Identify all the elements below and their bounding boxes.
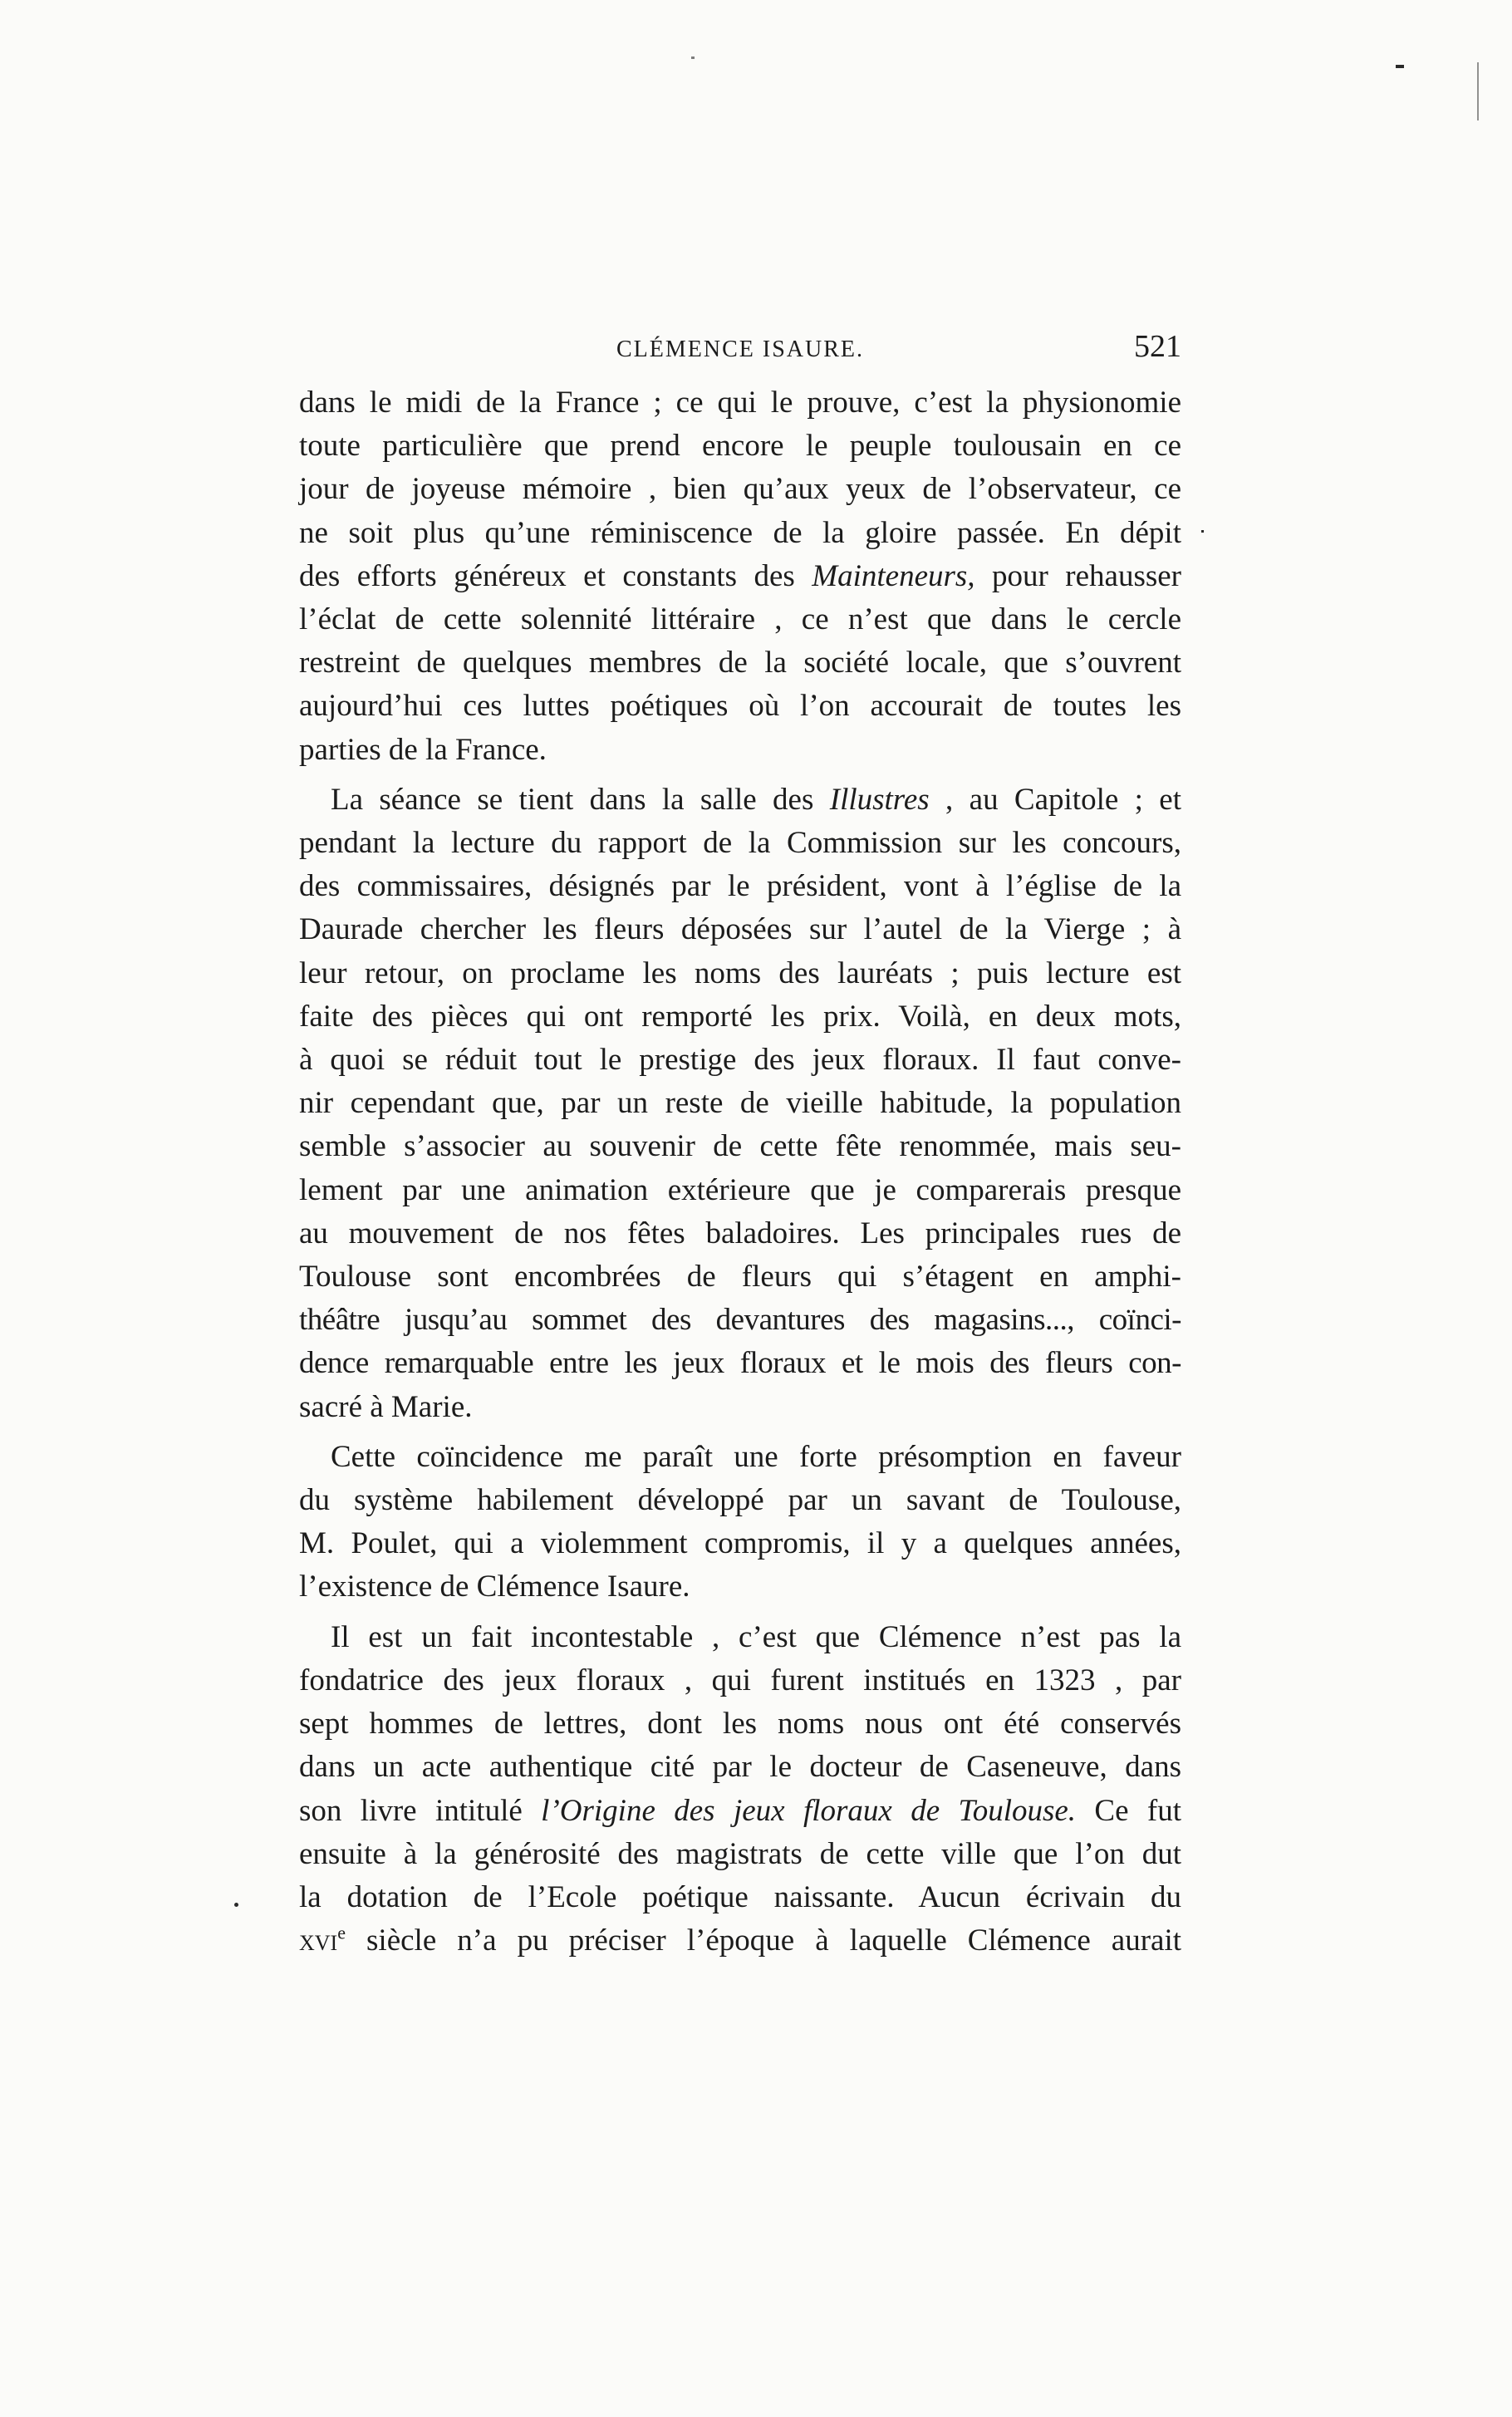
text-line: l’existence de Clémence Isaure.: [299, 1570, 690, 1604]
text-line: nir cependant que, par un reste de vieille habitude, la population: [299, 1086, 1181, 1121]
text-line: ensuite à la générosité des magistrats de cette ville que l’on dut: [299, 1836, 1181, 1871]
text-line: [299, 555, 1181, 598]
text-line: [299, 779, 1181, 822]
text-segment: La séance se tient dans la salle des: [331, 782, 830, 817]
text-segment: pour rehausser: [974, 558, 1182, 593]
text-line: dence remarquable entre les jeux floraux et le mois des fleurs con-: [299, 1346, 1181, 1381]
text-line: Toulouse sont encombrées de fleurs qui s’étagent en amphi-: [299, 1260, 1181, 1294]
text-line: ne soit plus qu’une réminiscence de la gloire passée. En dépit: [299, 515, 1181, 550]
scan-speck: [1396, 65, 1404, 68]
text-line: la dotation de l’Ecole poétique naissante. Aucun écrivain du: [299, 1879, 1181, 1914]
text-line: pendant la lecture du rapport de la Commission sur les concours,: [299, 826, 1181, 861]
text-segment: son livre intitulé: [299, 1793, 542, 1828]
book-page: [299, 328, 1181, 1969]
paragraph-1: [299, 381, 1181, 772]
text-line: Il est un fait incontestable , c’est que Clémence n’est pas la: [331, 1619, 1181, 1654]
text-line: toute particulière que prend encore le peuple toulousain en ce: [299, 429, 1181, 464]
italic-title: l’Origine des jeux floraux de Toulouse.: [541, 1793, 1077, 1828]
text-line: semble s’associer au souvenir de cette fête renommée, mais seu-: [299, 1129, 1181, 1164]
text-line: faite des pièces qui ont remporté les prix. Voilà, en deux mots,: [299, 999, 1181, 1034]
text-line: théâtre jusqu’au sommet des devantures des magasins..., coïnci-: [299, 1303, 1181, 1338]
text-segment: siècle n’a pu préciser l’époque à laquelle Clémence aurait: [345, 1923, 1181, 1958]
paragraph-3: [299, 1436, 1181, 1609]
text-line: leur retour, on proclame les noms des lauréats ; puis lecture est: [299, 956, 1181, 990]
text-line: dans un acte authentique cité par le docteur de Caseneuve, dans: [299, 1750, 1181, 1785]
text-segment: des efforts généreux et constants des: [299, 558, 795, 593]
paragraph-4: [299, 1616, 1181, 1963]
century-numeral: xvi: [299, 1923, 338, 1958]
scan-speck: [691, 56, 695, 59]
italic-term: Mainteneurs,: [812, 558, 975, 593]
text-line: Daurade chercher les fleurs déposées sur l’autel de la Vierge ; à: [299, 912, 1181, 947]
text-line: aujourd’hui ces luttes poétiques où l’on accourait de toutes les: [299, 689, 1181, 724]
text-line: [299, 1790, 1181, 1833]
text-segment: Ce fut: [1076, 1793, 1182, 1828]
text-line: sacré à Marie.: [299, 1389, 473, 1424]
text-line: restreint de quelques membres de la société locale, que s’ouvrent: [299, 646, 1181, 680]
text-line: jour de joyeuse mémoire , bien qu’aux yeux de l’observateur, ce: [299, 472, 1181, 507]
text-line: Cette coïncidence me paraît une forte présomption en faveur: [331, 1439, 1181, 1474]
text-line: parties de la France.: [299, 732, 547, 767]
text-line: M. Poulet, qui a violemment compromis, il y a quelques années,: [299, 1526, 1181, 1561]
text-line: fondatrice des jeux floraux , qui furent institués en 1323 , par: [299, 1663, 1181, 1697]
scan-speck: [1201, 530, 1204, 533]
text-line: dans le midi de la France ; ce qui le prouve, c’est la physionomie: [299, 386, 1181, 420]
text-line: à quoi se réduit tout le prestige des jeux floraux. Il faut conve-: [299, 1043, 1181, 1078]
text-line: lement par une animation extérieure que je comparerais presque: [299, 1172, 1181, 1207]
italic-term: Illustres: [829, 782, 930, 817]
paragraph-2: [299, 779, 1181, 1429]
text-line: au mouvement de nos fêtes baladoires. Les principales rues de: [299, 1216, 1181, 1250]
text-line: l’éclat de cette solennité littéraire , ce n’est que dans le cercle: [299, 602, 1181, 637]
text-line: sept hommes de lettres, dont les noms nous ont été conservés: [299, 1707, 1181, 1742]
scan-speck: [1477, 62, 1479, 120]
text-segment: , au Capitole ; et: [929, 782, 1181, 817]
page-number: 521: [1134, 329, 1181, 364]
scan-speck: [234, 1903, 238, 1907]
running-head: [299, 328, 1181, 378]
text-line: [299, 1919, 1181, 1963]
text-line: du système habilement développé par un savant de Toulouse,: [299, 1483, 1181, 1518]
running-title: CLÉMENCE ISAURE.: [616, 337, 864, 362]
text-line: des commissaires, désignés par le président, vont à l’église de la: [299, 869, 1181, 904]
century-superscript: e: [337, 1922, 346, 1943]
